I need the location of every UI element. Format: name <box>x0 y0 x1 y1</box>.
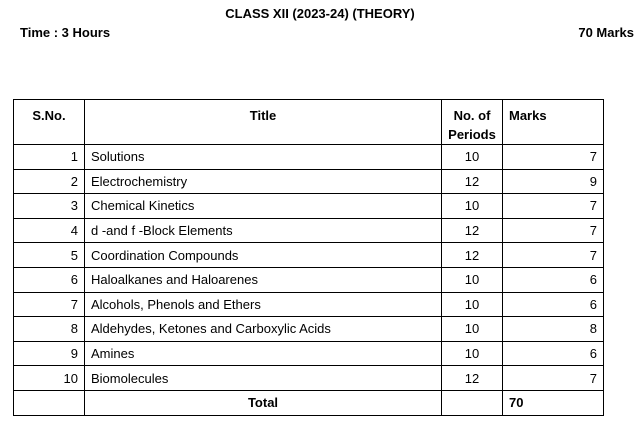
cell-marks: 7 <box>503 243 604 268</box>
exam-duration: Time : 3 Hours <box>20 25 111 40</box>
syllabus-table <box>13 99 604 416</box>
table-row <box>14 292 604 317</box>
cell-sno: 6 <box>14 267 85 292</box>
cell-sno: 9 <box>14 341 85 366</box>
cell-title: Electrochemistry <box>85 169 442 194</box>
column-header-sno: S.No. <box>14 100 85 145</box>
cell-sno: 1 <box>14 145 85 170</box>
cell-periods: 12 <box>442 366 503 391</box>
cell-title: Aldehydes, Ketones and Carboxylic Acids <box>85 317 442 342</box>
cell-sno: 5 <box>14 243 85 268</box>
cell-marks: 6 <box>503 292 604 317</box>
cell-periods: 10 <box>442 341 503 366</box>
cell-periods: 12 <box>442 218 503 243</box>
cell-title: Biomolecules <box>85 366 442 391</box>
cell-marks: 9 <box>503 169 604 194</box>
cell-marks: 6 <box>503 267 604 292</box>
table-row <box>14 218 604 243</box>
total-empty-cell <box>14 390 85 415</box>
cell-periods: 10 <box>442 145 503 170</box>
column-header-marks: Marks <box>503 100 604 145</box>
cell-title: Alcohols, Phenols and Ethers <box>85 292 442 317</box>
cell-sno: 7 <box>14 292 85 317</box>
table-row <box>14 194 604 219</box>
total-marks: 70 <box>503 390 604 415</box>
table-row <box>14 169 604 194</box>
max-marks: 70 Marks <box>578 25 634 40</box>
column-header-periods <box>442 100 503 145</box>
cell-title: d -and f -Block Elements <box>85 218 442 243</box>
cell-title: Amines <box>85 341 442 366</box>
total-periods-cell <box>442 390 503 415</box>
cell-sno: 2 <box>14 169 85 194</box>
column-header-title: Title <box>85 100 442 145</box>
cell-periods: 10 <box>442 317 503 342</box>
table-row <box>14 145 604 170</box>
cell-sno: 10 <box>14 366 85 391</box>
column-header-periods-line2: Periods <box>448 127 496 142</box>
table-row <box>14 317 604 342</box>
column-header-periods-line1: No. of <box>453 108 491 123</box>
table-row <box>14 366 604 391</box>
table-row <box>14 267 604 292</box>
total-label: Total <box>85 390 442 415</box>
cell-marks: 8 <box>503 317 604 342</box>
cell-marks: 7 <box>503 366 604 391</box>
total-row <box>14 390 604 415</box>
table-row <box>14 341 604 366</box>
cell-marks: 6 <box>503 341 604 366</box>
cell-title: Haloalkanes and Haloarenes <box>85 267 442 292</box>
cell-sno: 4 <box>14 218 85 243</box>
cell-periods: 10 <box>442 292 503 317</box>
cell-periods: 10 <box>442 194 503 219</box>
table-header-row <box>14 100 604 145</box>
cell-periods: 12 <box>442 169 503 194</box>
cell-title: Chemical Kinetics <box>85 194 442 219</box>
cell-marks: 7 <box>503 218 604 243</box>
cell-sno: 3 <box>14 194 85 219</box>
page-title: CLASS XII (2023-24) (THEORY) <box>225 6 415 21</box>
cell-title: Solutions <box>85 145 442 170</box>
cell-periods: 10 <box>442 267 503 292</box>
cell-sno: 8 <box>14 317 85 342</box>
cell-marks: 7 <box>503 194 604 219</box>
cell-marks: 7 <box>503 145 604 170</box>
cell-periods: 12 <box>442 243 503 268</box>
table-row <box>14 243 604 268</box>
cell-title: Coordination Compounds <box>85 243 442 268</box>
